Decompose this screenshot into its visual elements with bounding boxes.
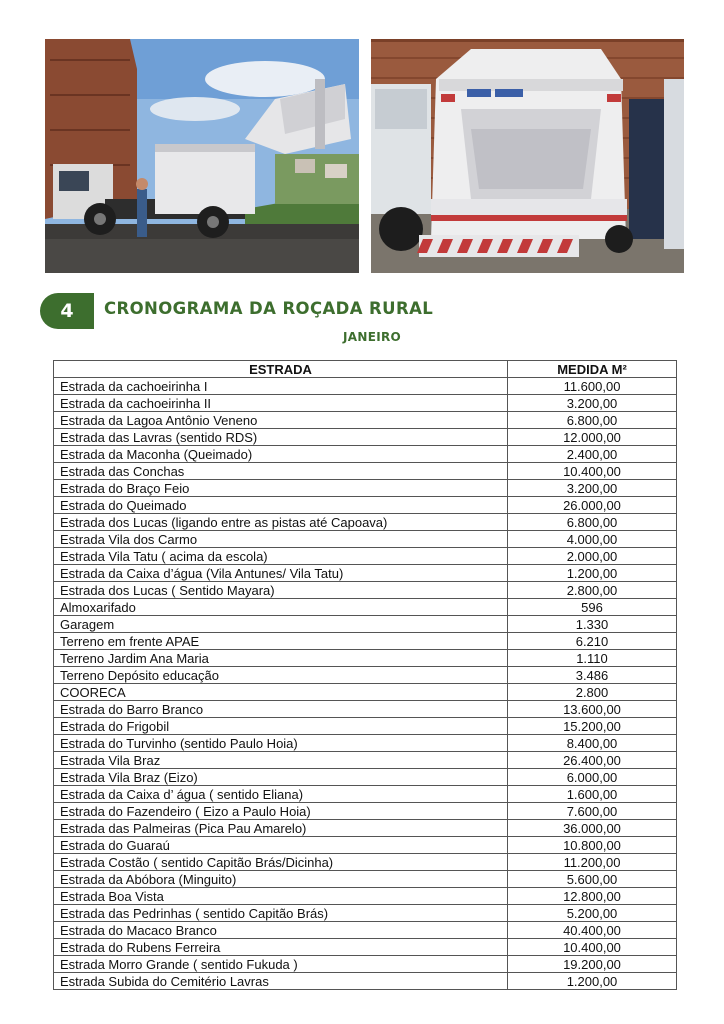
photo-truck-rear [371, 39, 684, 273]
table-row [54, 973, 677, 990]
road-name-cell: Estrada do Barro Branco [54, 701, 508, 718]
road-name-cell: Estrada Morro Grande ( sentido Fukuda ) [54, 956, 508, 973]
road-name-cell: Estrada da Caixa d’água (Vila Antunes/ Vila Tatu) [54, 565, 508, 582]
road-name-cell: Estrada da cachoeirinha II [54, 395, 508, 412]
area-value-cell: 10.400,00 [508, 939, 677, 956]
road-name-cell: Estrada Vila Tatu ( acima da escola) [54, 548, 508, 565]
column-header-road: ESTRADA [54, 361, 508, 378]
area-value-cell: 12.800,00 [508, 888, 677, 905]
road-name-cell: Almoxarifado [54, 599, 508, 616]
road-name-cell: Estrada Vila Braz (Eizo) [54, 769, 508, 786]
area-value-cell: 40.400,00 [508, 922, 677, 939]
area-value-cell: 11.600,00 [508, 378, 677, 395]
area-value-cell: 3.200,00 [508, 395, 677, 412]
road-name-cell: COORECA [54, 684, 508, 701]
area-value-cell: 2.800 [508, 684, 677, 701]
table-row [54, 854, 677, 871]
area-value-cell: 12.000,00 [508, 429, 677, 446]
section-number: 4 [60, 300, 74, 322]
road-name-cell: Estrada dos Lucas ( Sentido Mayara) [54, 582, 508, 599]
road-name-cell: Estrada Costão ( sentido Capitão Brás/Dicinha) [54, 854, 508, 871]
area-value-cell: 2.400,00 [508, 446, 677, 463]
garbage-truck-lifting-icon [45, 39, 359, 273]
table-row [54, 752, 677, 769]
road-name-cell: Estrada das Conchas [54, 463, 508, 480]
table-row [54, 769, 677, 786]
road-name-cell: Terreno Jardim Ana Maria [54, 650, 508, 667]
road-name-cell: Terreno Depósito educação [54, 667, 508, 684]
table-row [54, 395, 677, 412]
table-row [54, 463, 677, 480]
table-row [54, 735, 677, 752]
column-header-area: MEDIDA M² [508, 361, 677, 378]
area-value-cell: 2.800,00 [508, 582, 677, 599]
table-row [54, 837, 677, 854]
table-row [54, 803, 677, 820]
table-row [54, 616, 677, 633]
area-value-cell: 6.000,00 [508, 769, 677, 786]
table-row [54, 871, 677, 888]
table-row [54, 905, 677, 922]
road-name-cell: Estrada Subida do Cemitério Lavras [54, 973, 508, 990]
area-value-cell: 1.600,00 [508, 786, 677, 803]
road-name-cell: Estrada do Rubens Ferreira [54, 939, 508, 956]
photo-truck-lifting [45, 39, 359, 273]
area-value-cell: 596 [508, 599, 677, 616]
table-row [54, 684, 677, 701]
table-row [54, 718, 677, 735]
road-name-cell: Estrada da cachoeirinha I [54, 378, 508, 395]
road-name-cell: Estrada Vila dos Carmo [54, 531, 508, 548]
table-row [54, 701, 677, 718]
area-value-cell: 2.000,00 [508, 548, 677, 565]
table-row [54, 786, 677, 803]
table-row [54, 565, 677, 582]
table-row [54, 633, 677, 650]
mowing-schedule-table [53, 360, 677, 990]
road-name-cell: Estrada da Maconha (Queimado) [54, 446, 508, 463]
road-name-cell: Estrada das Pedrinhas ( sentido Capitão Brás) [54, 905, 508, 922]
area-value-cell: 6.800,00 [508, 514, 677, 531]
table-row [54, 667, 677, 684]
table-row [54, 582, 677, 599]
area-value-cell: 8.400,00 [508, 735, 677, 752]
table-row [54, 514, 677, 531]
month-label: JANEIRO [343, 330, 401, 344]
area-value-cell: 36.000,00 [508, 820, 677, 837]
area-value-cell: 1.200,00 [508, 973, 677, 990]
road-name-cell: Estrada do Frigobil [54, 718, 508, 735]
road-name-cell: Estrada do Fazendeiro ( Eizo a Paulo Hoia) [54, 803, 508, 820]
table-body [54, 378, 677, 990]
area-value-cell: 5.200,00 [508, 905, 677, 922]
road-name-cell: Estrada do Braço Feio [54, 480, 508, 497]
road-name-cell: Estrada do Queimado [54, 497, 508, 514]
road-name-cell: Estrada do Turvinho (sentido Paulo Hoia) [54, 735, 508, 752]
table-row [54, 497, 677, 514]
area-value-cell: 15.200,00 [508, 718, 677, 735]
table-row [54, 650, 677, 667]
area-value-cell: 26.400,00 [508, 752, 677, 769]
garbage-truck-rear-icon [371, 39, 684, 273]
area-value-cell: 1.330 [508, 616, 677, 633]
road-name-cell: Estrada do Macaco Branco [54, 922, 508, 939]
road-name-cell: Garagem [54, 616, 508, 633]
road-name-cell: Estrada da Lagoa Antônio Veneno [54, 412, 508, 429]
area-value-cell: 5.600,00 [508, 871, 677, 888]
area-value-cell: 10.800,00 [508, 837, 677, 854]
area-value-cell: 1.200,00 [508, 565, 677, 582]
table-row [54, 378, 677, 395]
road-name-cell: Estrada das Lavras (sentido RDS) [54, 429, 508, 446]
road-name-cell: Estrada da Abóbora (Minguito) [54, 871, 508, 888]
table-row [54, 599, 677, 616]
road-name-cell: Estrada Vila Braz [54, 752, 508, 769]
road-name-cell: Terreno em frente APAE [54, 633, 508, 650]
table-row [54, 820, 677, 837]
area-value-cell: 11.200,00 [508, 854, 677, 871]
table-row [54, 480, 677, 497]
area-value-cell: 7.600,00 [508, 803, 677, 820]
road-name-cell: Estrada dos Lucas (ligando entre as pistas até Capoava) [54, 514, 508, 531]
area-value-cell: 26.000,00 [508, 497, 677, 514]
section-number-badge [40, 293, 94, 329]
road-name-cell: Estrada das Palmeiras (Pica Pau Amarelo) [54, 820, 508, 837]
table-row [54, 956, 677, 973]
area-value-cell: 19.200,00 [508, 956, 677, 973]
area-value-cell: 6.800,00 [508, 412, 677, 429]
road-name-cell: Estrada do Guaraú [54, 837, 508, 854]
road-name-cell: Estrada Boa Vista [54, 888, 508, 905]
table-row [54, 939, 677, 956]
area-value-cell: 10.400,00 [508, 463, 677, 480]
table-row [54, 429, 677, 446]
area-value-cell: 4.000,00 [508, 531, 677, 548]
table-row [54, 412, 677, 429]
table-row [54, 548, 677, 565]
table-header-row [54, 361, 677, 378]
area-value-cell: 1.110 [508, 650, 677, 667]
table-row [54, 531, 677, 548]
table-row [54, 446, 677, 463]
section-title: CRONOGRAMA DA ROÇADA RURAL [104, 299, 434, 318]
area-value-cell: 13.600,00 [508, 701, 677, 718]
area-value-cell: 3.200,00 [508, 480, 677, 497]
area-value-cell: 6.210 [508, 633, 677, 650]
table-row [54, 888, 677, 905]
table-row [54, 922, 677, 939]
road-name-cell: Estrada da Caixa d’ água ( sentido Eliana) [54, 786, 508, 803]
area-value-cell: 3.486 [508, 667, 677, 684]
